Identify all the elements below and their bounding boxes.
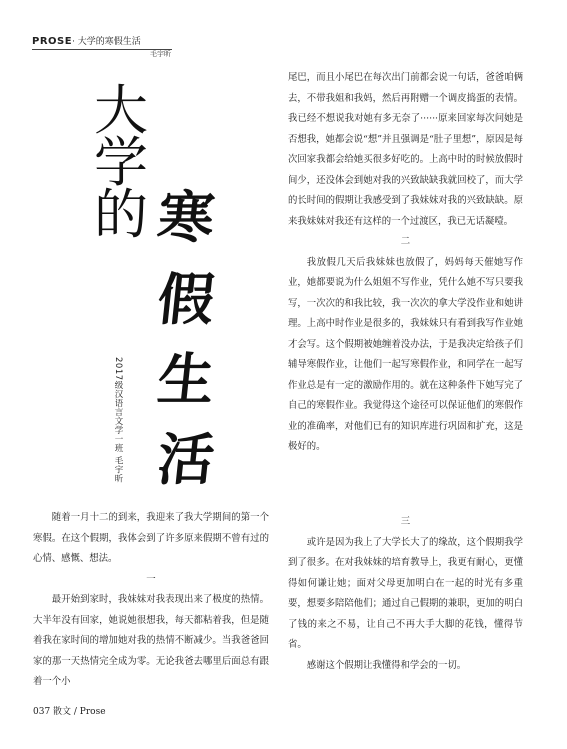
title-char-3: 的 [94,183,148,246]
section-heading-3: 三 [400,516,411,527]
paragraph: 最开始到家时，我妹妹对我表现出来了极度的热情。大半年没有回家，她说她很想我，每天都粘着我，但是随着我在家时间的增加她对我的热情不断减少。当我爸爸回家的那一天热情完全成为零。无论我爸去哪里后面总有跟着一个小 [33,594,269,687]
page-footer: 037 散文 / Prose [33,707,106,717]
paragraph: 尾巴，而且小尾巴在每次出门前都会说一句话，爸爸咱俩去，不带我姐和我妈，然后再附赠一个调皮捣蛋的表情。我已经不想说我对她有多无奈了······原来回家每次问她是否想我，她都会说“想”并且强调是“肚子里想”，原因是每次回家我都会给她买很多好吃的。上高中时的时候放假时间少，还没体会到她对我的兴致缺缺我就回校了，而大学的长时间的假期让我感受到了我妹妹对我的兴致缺缺。原来我妹妹对我还有这样的一个过渡区，我已无话凝噎。 [288,72,523,227]
title-char-1: 大 [94,79,148,142]
author-byline: 2017级汉语言文学一班 毛宇昕 [113,357,123,483]
header-subtitle: · 大学的寒假生活 [72,37,141,47]
section-label: PROSE [32,36,73,47]
closing-paragraph: 感谢这个假期让我懂得和学会的一切。 [306,659,467,671]
left-column [33,508,269,693]
title-char-4: 寒 [154,185,218,251]
title-char-7: 活 [154,427,218,493]
paragraph: 或许是因为我上了大学长大了的缘故，这个假期我学到了很多。在对我妹妹的培育教导上，我更有耐心，更懂得如何谦让她；面对父母更加明白在一起的时光有多重要，想要多陪陪他们；通过自己假期的兼职，更加的明白了钱的来之不易，让自己不再大手大脚的花钱，懂得节省。 [288,536,523,650]
section-heading-2: 二 [400,236,411,247]
paragraph: 我放假几天后我妹妹也放假了，妈妈每天催她写作业，她都要说为什么姐姐不写作业，凭什么她不写只要我写，一次次的和我比较，我一次次的拿大学没作业和她讲理。上高中时作业是很多的，我妹妹只有看到我写作业她才会写。这个假期被她缠着没办法，于是我决定给孩子们辅导寒假作业，让他们一起写寒假作业，和同学在一起写作业总是有一定的激励作用的。就在这种条件下她写完了自己的寒假作业。我觉得这个途径可以保证他们的寒假作业的准确率，对他们已有的知识库进行巩固和扩充，这是极好的。 [288,256,523,452]
intro-paragraph: 随着一月十二的到来，我迎来了我大学期间的第一个寒假。在这个假期，我体会到了许多原来假期不曾有过的心情、感慨、想法。 [33,512,269,564]
running-header [32,34,172,50]
title-char-2: 学 [94,131,148,194]
title-char-6: 生 [154,347,218,413]
right-column-bottom [288,512,523,676]
section-heading-1: 一 [146,573,156,585]
title-char-5: 假 [154,267,218,333]
author-name-top: 毛宇昕 [150,50,171,58]
right-column-top [288,68,523,458]
